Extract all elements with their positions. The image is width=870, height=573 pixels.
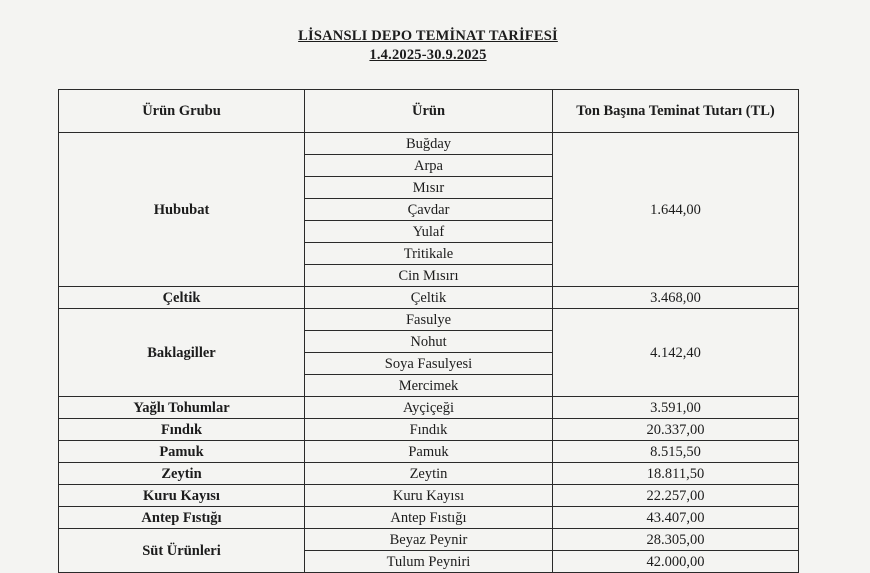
table-row [59,419,799,441]
table-header-row [59,90,799,133]
product-cell: Mercimek [305,375,553,397]
tariff-table [58,89,799,573]
amount-cell: 8.515,50 [553,441,799,463]
header-product-group: Ürün Grubu [59,90,305,133]
product-cell: Beyaz Peynir [305,529,553,551]
product-cell: Çavdar [305,199,553,221]
amount-cell: 1.644,00 [553,133,799,287]
product-cell: Cin Mısırı [305,265,553,287]
product-group-cell: Süt Ürünleri [59,529,305,573]
product-cell: Soya Fasulyesi [305,353,553,375]
product-group-cell: Zeytin [59,463,305,485]
product-cell: Tulum Peyniri [305,551,553,573]
table-row [59,529,799,551]
amount-cell: 28.305,00 [553,529,799,551]
document-title: LİSANSLI DEPO TEMİNAT TARİFESİ [298,28,558,44]
amount-cell: 42.000,00 [553,551,799,573]
product-group-cell: Baklagiller [59,309,305,397]
product-cell: Zeytin [305,463,553,485]
amount-cell: 43.407,00 [553,507,799,529]
header-product: Ürün [305,90,553,133]
product-group-cell: Antep Fıstığı [59,507,305,529]
amount-cell: 4.142,40 [553,309,799,397]
product-group-cell: Yağlı Tohumlar [59,397,305,419]
table-row [59,397,799,419]
table-row [59,463,799,485]
product-cell: Fındık [305,419,553,441]
product-cell: Pamuk [305,441,553,463]
product-group-cell: Çeltik [59,287,305,309]
document-period: 1.4.2025-30.9.2025 [369,47,487,63]
table-row [59,485,799,507]
table-row [59,287,799,309]
header-amount-per-ton: Ton Başına Teminat Tutarı (TL) [553,90,799,133]
table-row [59,309,799,331]
table-row [59,133,799,155]
table-row [59,507,799,529]
product-group-cell: Kuru Kayısı [59,485,305,507]
product-cell: Mısır [305,177,553,199]
product-cell: Ayçiçeği [305,397,553,419]
product-cell: Çeltik [305,287,553,309]
product-cell: Fasulye [305,309,553,331]
product-cell: Tritikale [305,243,553,265]
product-cell: Buğday [305,133,553,155]
amount-cell: 3.591,00 [553,397,799,419]
product-group-cell: Fındık [59,419,305,441]
product-cell: Antep Fıstığı [305,507,553,529]
amount-cell: 22.257,00 [553,485,799,507]
tariff-table-body [59,133,799,573]
product-cell: Nohut [305,331,553,353]
product-group-cell: Pamuk [59,441,305,463]
product-cell: Kuru Kayısı [305,485,553,507]
table-row [59,441,799,463]
product-cell: Arpa [305,155,553,177]
amount-cell: 18.811,50 [553,463,799,485]
amount-cell: 3.468,00 [553,287,799,309]
product-cell: Yulaf [305,221,553,243]
amount-cell: 20.337,00 [553,419,799,441]
product-group-cell: Hububat [59,133,305,287]
